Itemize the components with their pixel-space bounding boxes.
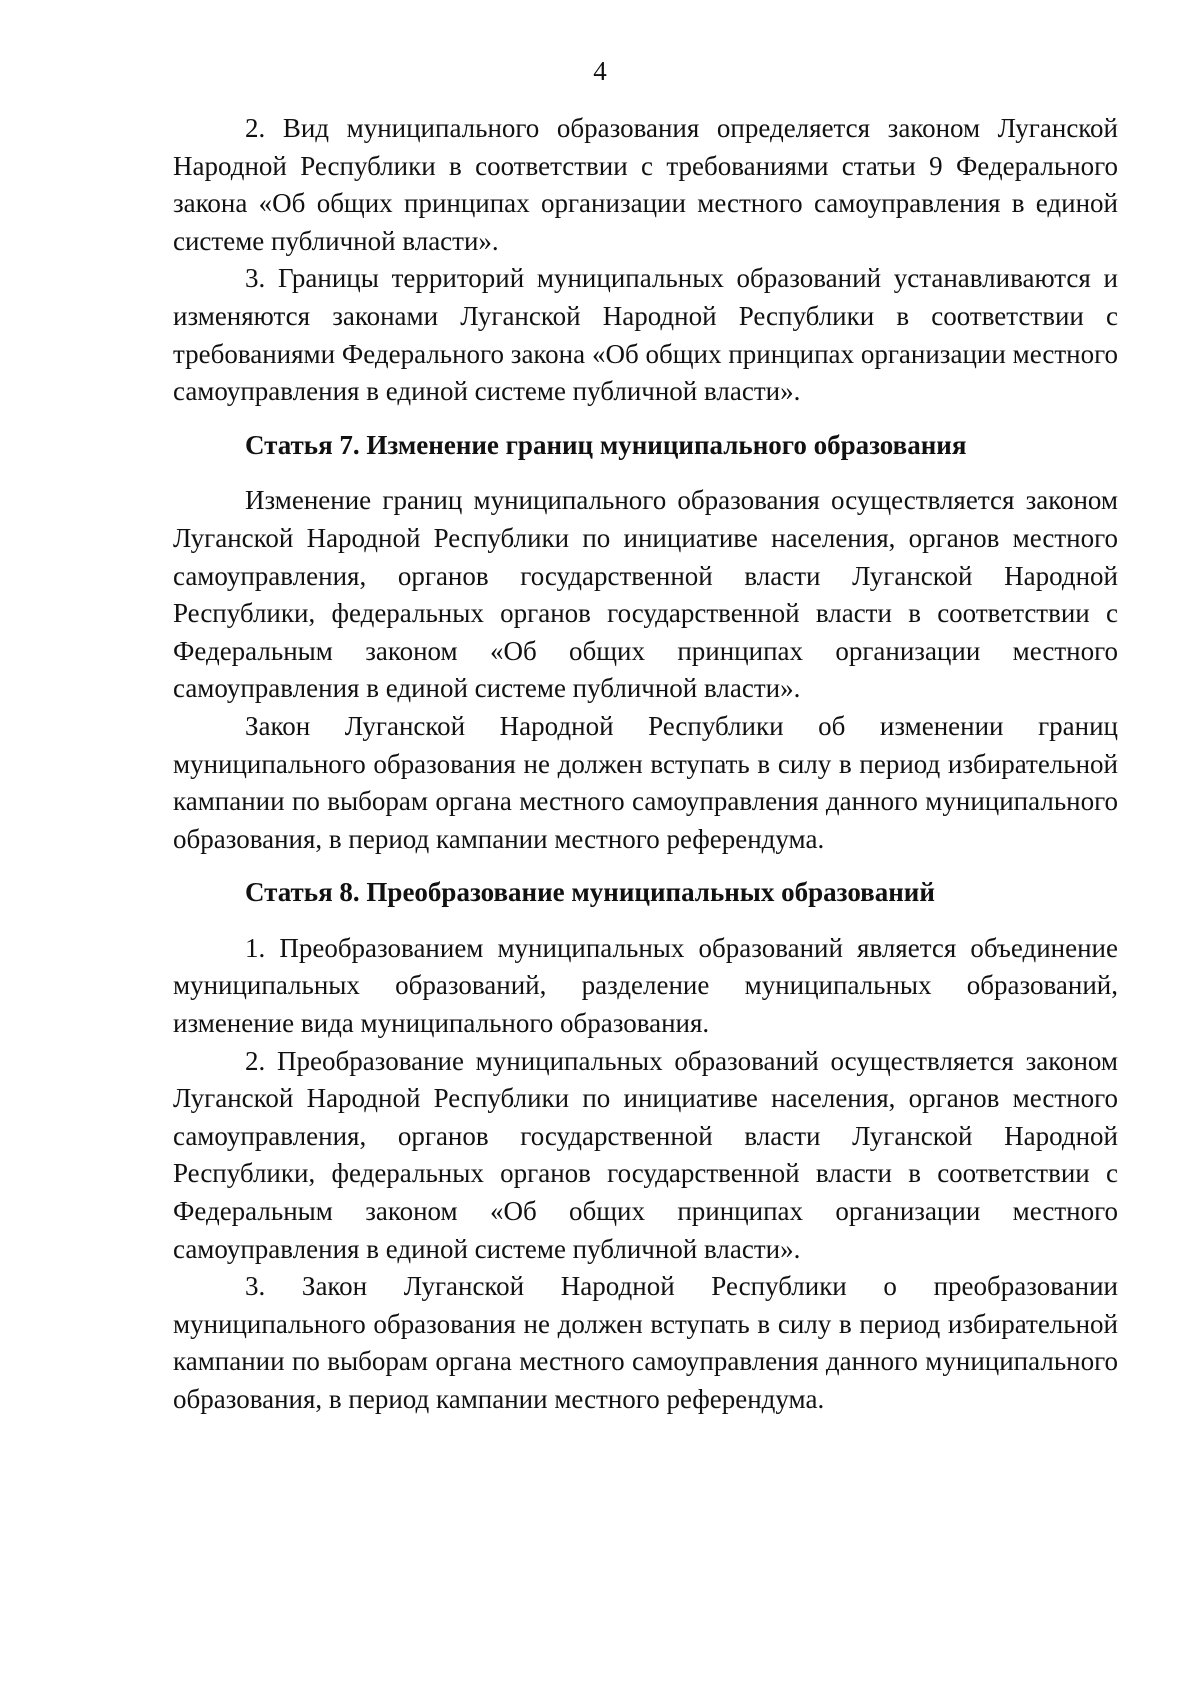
paragraph-article7-part2: Закон Луганской Народной Республики об изменении границ муниципального образования не должен вступать в силу в период избирательной кампании по выборам органа местного самоуправления данного муниципального образования, в период кампании местного референдума.: [173, 710, 1118, 854]
paragraph-article7-part1: Изменение границ муниципального образования осуществляется законом Луганской Народной Республики по инициативе населения, органов местного самоуправления, органов государственной власти Луганской Народной Республики, федеральных органов государственной власти в соответствии с Федеральным законом «Об общих принципах организации местного самоуправления в единой системе публичной власти».: [173, 485, 1118, 704]
article-8-heading: Статья 8. Преобразование муниципальных образований: [245, 877, 935, 908]
paragraph-article8-part2: 2. Преобразование муниципальных образований осуществляется законом Луганской Народной Республики по инициативе населения, органов местного самоуправления, органов государственной власти Луганской Народной Республики, федеральных органов государственной власти в соответствии с Федеральным законом «Об общих принципах организации местного самоуправления в единой системе публичной власти».: [173, 1045, 1118, 1264]
article-7-heading: Статья 7. Изменение границ муниципального образования: [245, 429, 967, 460]
document-body: [173, 110, 1118, 1419]
paragraph-article8-part3: 3. Закон Луганской Народной Республики о преобразовании муниципального образования не должен вступать в силу в период избирательной кампании по выборам органа местного самоуправления данного муниципального образования, в период кампании местного референдума.: [173, 1271, 1118, 1414]
page-number: 4: [593, 56, 607, 86]
paragraph-article8-part1: 1. Преобразованием муниципальных образований является объединение муниципальных образований, разделение муниципальных образований, изменение вида муниципального образования.: [173, 932, 1118, 1039]
paragraph-article6-part2: 2. Вид муниципального образования определяется законом Луганской Народной Республики в соответствии с требованиями статьи 9 Федерального закона «Об общих принципах организации местного самоуправления в единой системе публичной власти».: [173, 113, 1118, 256]
paragraph-article6-part3: 3. Границы территорий муниципальных образований устанавливаются и изменяются законами Луганской Народной Республики в соответствии с требованиями Федерального закона «Об общих принципах организации местного самоуправления в единой системе публичной власти».: [173, 263, 1118, 407]
